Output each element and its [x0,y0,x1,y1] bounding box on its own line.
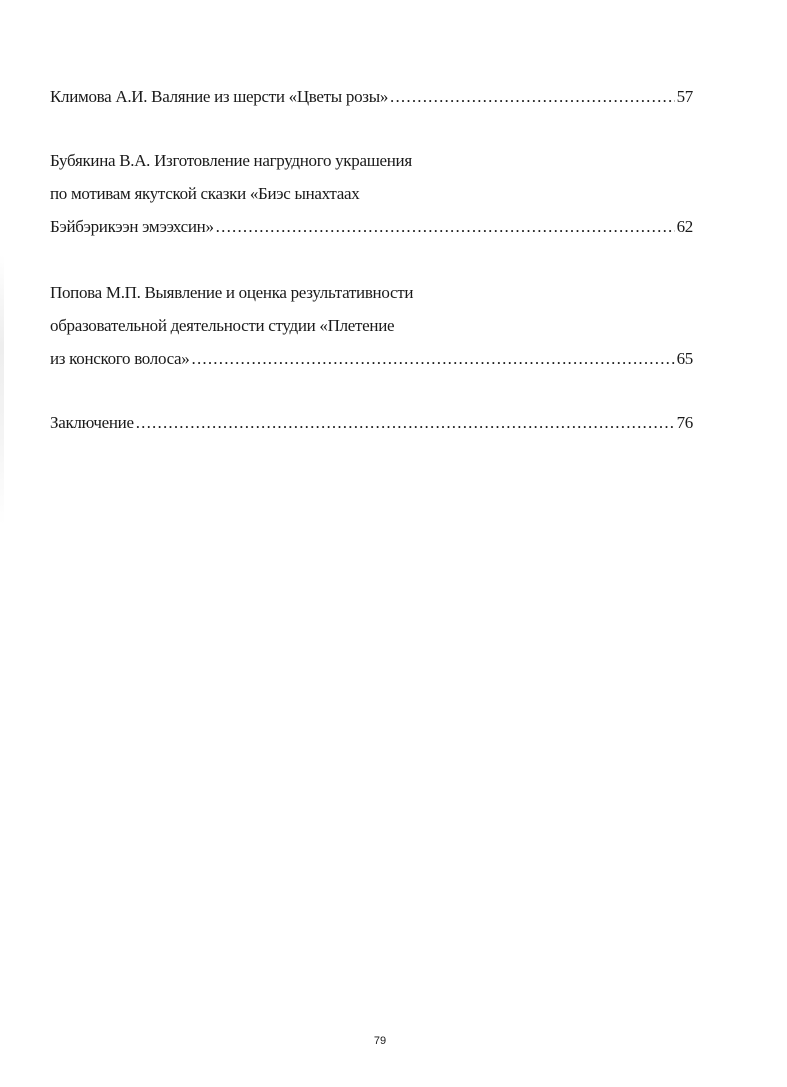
toc-entry-klimova[interactable] [50,80,693,113]
toc-entry-bubyakina[interactable] [50,144,693,243]
page-number: 79 [373,1035,387,1047]
dot-leader [192,342,675,375]
toc-entry-title-line: Бэйбэрикээн эмээхсин» [50,217,214,236]
toc-entry-title-line: из конского волоса» [50,349,190,368]
toc-entry-conclusion[interactable] [50,406,693,439]
dot-leader [216,210,675,243]
dot-leader [136,406,675,439]
toc-entry-title-line: Бубякина В.А. Изготовление нагрудного украшения [50,151,412,170]
toc-entry-title: Климова А.И. Валяние из шерсти «Цветы розы» [50,87,389,106]
toc-entry-title: Заключение [50,413,134,432]
dot-leader [390,80,675,113]
toc-entry-title-line: по мотивам якутской сказки «Биэс ынахтаах [50,184,360,203]
toc-entry-title-line: образовательной деятельности студии «Плетение [50,316,395,335]
toc-entry-page: 65 [676,349,693,368]
toc-entry-title-line: Попова М.П. Выявление и оценка результативности [50,283,414,302]
toc-entry-popova[interactable] [50,276,693,375]
scan-edge-shadow [0,255,4,525]
toc-entry-page: 76 [676,413,693,432]
toc-entry-page: 62 [676,217,693,236]
toc-entry-page: 57 [676,87,693,106]
